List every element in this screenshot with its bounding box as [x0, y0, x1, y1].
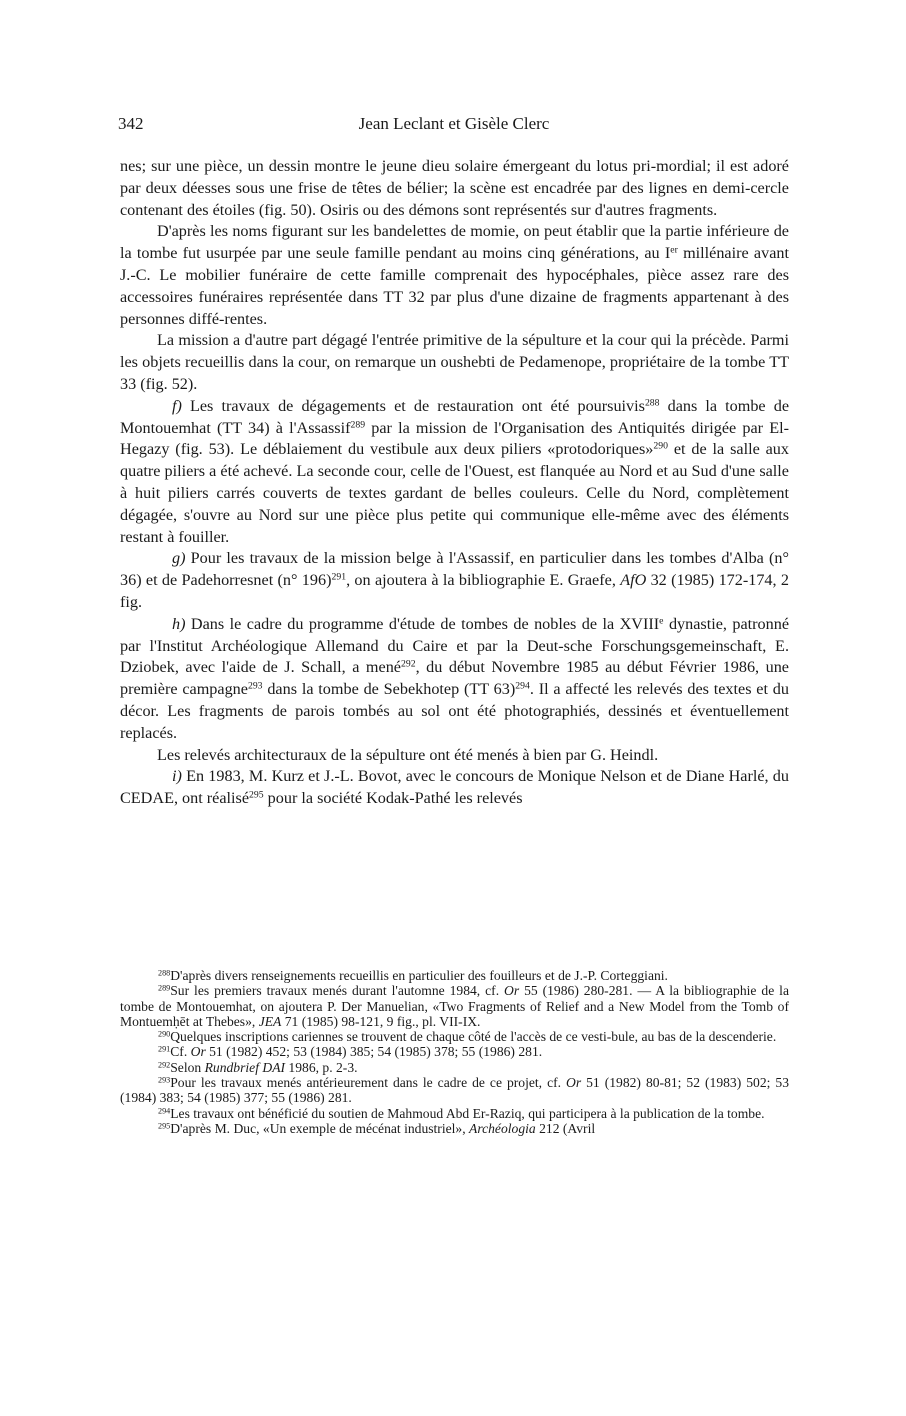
- main-text: [120, 156, 789, 810]
- footnote-number: 290: [158, 1029, 171, 1039]
- footnote-295: $^{295}$D'après M. Duc, «Un exemple de mécénat industriel», Archéologia 212 (Avril: [158, 1120, 596, 1136]
- footnote-ref[interactable]: 291: [331, 571, 347, 583]
- journal-title: Archéologia: [469, 1120, 536, 1136]
- footnotes: [120, 968, 789, 1136]
- footnote-291: $^{291}$Cf. Or 51 (1982) 452; 53 (1984) 385; 54 (1985) 378; 55 (1986) 281.: [158, 1044, 543, 1060]
- footnote-ref[interactable]: 288: [644, 397, 660, 409]
- section-g: g) Pour les travaux de la mission belge à l'Assassif, en particulier dans les tombes d'Alba (n° 36) et de Padehorresnet (n° 196)$^{291}$, on ajoutera à la bibliographie E. Graefe, AfO 32 (1985) 172-174, 2 fig.: [120, 549, 789, 611]
- journal-title: AfO: [620, 571, 647, 590]
- running-title: Jean Leclant et Gisèle Clerc: [358, 114, 550, 133]
- page-header: [118, 114, 790, 138]
- superscript: e: [659, 615, 664, 627]
- section-label: f): [172, 396, 182, 415]
- section-i: i) En 1983, M. Kurz et J.-L. Bovot, avec le concours de Monique Nelson et de Diane Harlé, du CEDAE, ont réalisé$^{295}$ pour la société Kodak-Pathé les relevés: [120, 767, 789, 808]
- footnote-292: $^{292}$Selon Rundbrief DAI 1986, p. 2-3.: [158, 1059, 358, 1075]
- paragraph-hypocephales: D'après les noms figurant sur les bandelettes de momie, on peut établir que la partie inférieure de la tombe fut usurpée par une seule famille pendant au moins cinq générations, au Ier millénaire avant J.-C. Le mobilier funéraire de cette famille comprenait des hypocéphales, pièce assez rare des accessoires funéraires représentée dans TT 32 par plus d'une dizaine de fragments appartenant à des personnes diffé-rentes.: [120, 222, 789, 328]
- footnote-290: $^{290}$Quelques inscriptions cariennes se trouvent de chaque côté de l'accès de ce vesti-bule, au bas de la descenderie.: [158, 1029, 777, 1045]
- footnote-ref[interactable]: 293: [247, 680, 263, 692]
- section-label: g): [172, 549, 186, 568]
- footnote-ref[interactable]: 290: [653, 441, 668, 453]
- footnote-289: $^{289}$Sur les premiers travaux menés durant l'automne 1984, cf. Or 55 (1986) 280-281. — A la bibliographie de la tombe de Montouemhat, on ajoutera P. Der Manuelian, «Two Fragments of Relief and a New Model from the Tomb of Montuemḥēt at Thebes», JEA 71 (1985) 98-121, 9 fig., pl. VII-IX.: [120, 983, 789, 1029]
- footnote-ref[interactable]: 292: [400, 658, 416, 670]
- footnote-293: $^{293}$Pour les travaux menés antérieurement dans le cadre de ce projet, cf. Or 51 (1982) 80-81; 52 (1983) 502; 53 (1984) 383; 54 (1985) 377; 55 (1986) 281.: [120, 1075, 789, 1106]
- footnote-ref[interactable]: 294: [515, 680, 530, 692]
- footnote-294: $^{294}$Les travaux ont bénéficié du soutien de Mahmoud Abd Er-Raziq, qui participera à la publication de la tombe.: [158, 1105, 765, 1121]
- journal-title: Or: [566, 1075, 582, 1091]
- section-label: h): [172, 614, 186, 633]
- section-h: h) Dans le cadre du programme d'étude de tombes de nobles de la XVIIIe dynastie, patronné par l'Institut Archéologique Allemand du Caire et par la Deut-sche Forschungsgemeinschaft, E. Dziobek, avec l'aide de J. Schall, a mené$^{292}$, du début Novembre 1985 au début Février 1986, une première campagne$^{293}$ dans la tombe de Sebekhotep (TT 63)$^{294}$. Il a affecté les relevés des textes et du décor. Les fragments de parois tombés au sol ont été photographiés, dessinés et éventuellement replacés.: [120, 614, 790, 742]
- footnote-number: 293: [158, 1075, 171, 1085]
- paragraph-mission-cour: La mission a d'autre part dégagé l'entrée primitive de la sépulture et la cour qui la précède. Parmi les objets recueillis dans la cour, on remarque un oushebti de Pedamenope, propriétaire de la tombe TT 33 (fig. 52).: [120, 331, 789, 393]
- journal-title: JEA: [258, 1013, 282, 1029]
- section-label: i): [172, 767, 182, 786]
- page-number: 342: [118, 114, 144, 133]
- footnote-288: $^{288}$D'après divers renseignements recueillis en particulier des fouilleurs et de J.-P. Corteggiani.: [158, 968, 668, 983]
- paragraph-releves: Les relevés architecturaux de la sépulture ont été menés à bien par G. Heindl.: [157, 745, 659, 764]
- footnote-number: 294: [158, 1106, 171, 1116]
- journal-title: Or: [190, 1044, 206, 1060]
- section-f: f) Les travaux de dégagements et de restauration ont été poursuivis$^{288}$ dans la tombe de Montouemhat (TT 34) à l'Assassif$^{289}$ par la mission de l'Organisation des Antiquités dirigée par El-Hegazy (fig. 53). Le déblaiement du vestibule aux deux piliers «protodoriques»$^{290}$ et de la salle aux quatre piliers a été achevé. La seconde cour, celle de l'Ouest, est flanquée au Nord et au Sud d'une salle à huit piliers carrés couverts de textes gardant de belles couleurs. Celle du Nord, complètement dégagée, s'ouvre au Nord sur une pièce plus petite qui communique elle-même avec des éléments restant à fouiller.: [120, 396, 789, 546]
- paragraph-continuation: nes; sur une pièce, un dessin montre le jeune dieu solaire émergeant du lotus pri-mordial; il est adoré par deux déesses sous une frise de têtes de bélier; la scène est encadrée par des lignes en demi-cercle contenant des étoiles (fig. 50). Osiris ou des démons sont représentés sur d'autres fragments.: [120, 157, 789, 219]
- footnote-number: 288: [158, 968, 171, 978]
- superscript: er: [670, 244, 678, 256]
- footnote-ref[interactable]: 289: [350, 419, 366, 431]
- footnote-number: 291: [158, 1045, 171, 1054]
- footnote-number: 289: [158, 983, 171, 993]
- footnote-ref[interactable]: 295: [249, 789, 264, 801]
- journal-title: Rundbrief DAI: [204, 1059, 286, 1075]
- journal-title: Or: [504, 983, 520, 999]
- footnote-number: 292: [158, 1060, 171, 1070]
- footnote-number: 295: [158, 1121, 171, 1131]
